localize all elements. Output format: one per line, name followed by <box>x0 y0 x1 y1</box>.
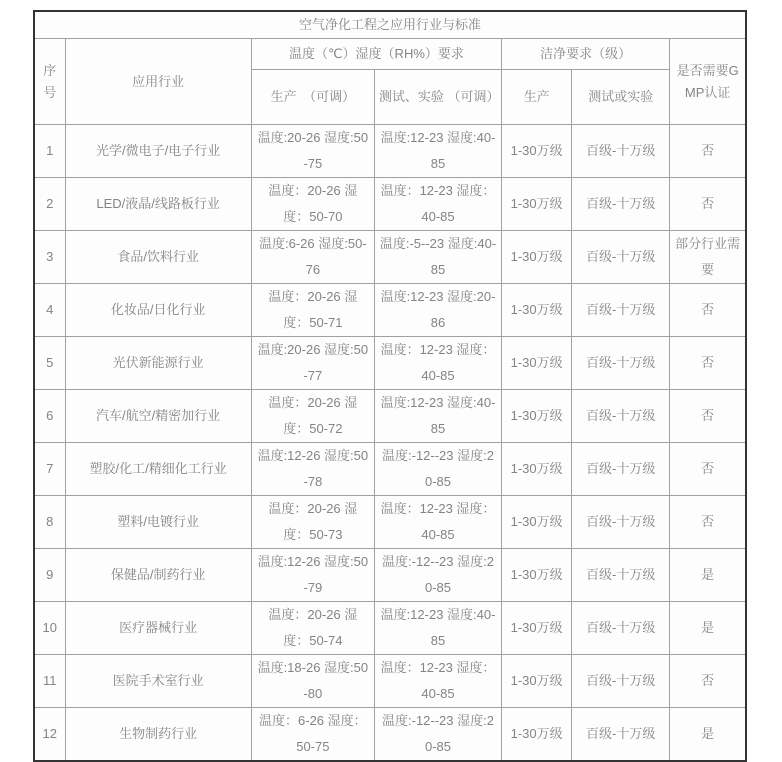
cell-clean_prod: 1-30万级 <box>502 231 572 284</box>
cell-clean_prod: 1-30万级 <box>502 602 572 655</box>
cell-industry: 医院手术室行业 <box>65 655 251 708</box>
cell-gmp: 否 <box>670 284 746 337</box>
cell-temp_test: 温度：12-23 湿度：40-85 <box>374 178 501 231</box>
header-cleanliness-group: 洁净要求（级） <box>502 39 670 70</box>
cell-no: 6 <box>34 390 65 443</box>
cell-temp_test: 温度:12-23 湿度:40-85 <box>374 390 501 443</box>
table-row <box>34 443 746 496</box>
header-group-row <box>34 39 746 70</box>
cell-temp_test: 温度:-12--23 湿度:20-85 <box>374 443 501 496</box>
table-row <box>34 390 746 443</box>
cell-industry: 塑胶/化工/精细化工行业 <box>65 443 251 496</box>
cell-industry: 生物制药行业 <box>65 708 251 762</box>
cell-clean_prod: 1-30万级 <box>502 496 572 549</box>
cell-temp_test: 温度:12-23 湿度:40-85 <box>374 602 501 655</box>
cell-industry: 塑料/电镀行业 <box>65 496 251 549</box>
table-row <box>34 549 746 602</box>
cell-no: 11 <box>34 655 65 708</box>
cell-industry: 汽车/航空/精密加行业 <box>65 390 251 443</box>
cell-industry: 光伏新能源行业 <box>65 337 251 390</box>
cell-gmp: 否 <box>670 443 746 496</box>
cell-clean_prod: 1-30万级 <box>502 549 572 602</box>
cell-gmp: 否 <box>670 125 746 178</box>
cell-gmp: 否 <box>670 178 746 231</box>
cell-clean_test: 百级-十万级 <box>572 231 670 284</box>
cell-temp_test: 温度:-12--23 湿度:20-85 <box>374 708 501 762</box>
header-industry-column: 应用行业 <box>65 39 251 125</box>
cell-clean_test: 百级-十万级 <box>572 178 670 231</box>
cell-temp_prod: 温度：20-26 湿度：50-73 <box>251 496 374 549</box>
cell-clean_prod: 1-30万级 <box>502 284 572 337</box>
cell-clean_prod: 1-30万级 <box>502 443 572 496</box>
table-header <box>34 11 746 125</box>
cell-clean_prod: 1-30万级 <box>502 125 572 178</box>
cell-temp_test: 温度：12-23 湿度：40-85 <box>374 496 501 549</box>
cell-no: 8 <box>34 496 65 549</box>
cell-gmp: 否 <box>670 496 746 549</box>
cell-temp_prod: 温度：6-26 湿度：50-75 <box>251 708 374 762</box>
cell-gmp: 部分行业需要 <box>670 231 746 284</box>
cell-gmp: 是 <box>670 708 746 762</box>
table-title: 空气净化工程之应用行业与标准 <box>34 11 746 39</box>
header-index-column: 序号 <box>34 39 65 125</box>
cell-temp_prod: 温度:20-26 湿度:50-75 <box>251 125 374 178</box>
cell-temp_prod: 温度：20-26 湿度：50-71 <box>251 284 374 337</box>
cell-temp_test: 温度：12-23 湿度：40-85 <box>374 337 501 390</box>
cell-temp_prod: 温度:12-26 湿度:50-78 <box>251 443 374 496</box>
cell-temp_prod: 温度:18-26 湿度:50-80 <box>251 655 374 708</box>
cell-temp_prod: 温度：20-26 湿度：50-72 <box>251 390 374 443</box>
table-row <box>34 231 746 284</box>
air-purification-standards-table <box>33 10 747 762</box>
table-body <box>34 125 746 762</box>
table-row <box>34 602 746 655</box>
cell-clean_test: 百级-十万级 <box>572 655 670 708</box>
cell-clean_prod: 1-30万级 <box>502 178 572 231</box>
header-clean-test: 测试或实验 <box>572 70 670 125</box>
cell-industry: 食品/饮料行业 <box>65 231 251 284</box>
cell-clean_test: 百级-十万级 <box>572 496 670 549</box>
cell-clean_prod: 1-30万级 <box>502 337 572 390</box>
cell-industry: 光学/微电子/电子行业 <box>65 125 251 178</box>
cell-temp_test: 温度:-5--23 湿度:40-85 <box>374 231 501 284</box>
header-temp-test: 测试、实验 （可调） <box>374 70 501 125</box>
cell-clean_prod: 1-30万级 <box>502 390 572 443</box>
cell-no: 3 <box>34 231 65 284</box>
cell-temp_test: 温度:12-23 湿度:40-85 <box>374 125 501 178</box>
cell-temp_prod: 温度:12-26 湿度:50-79 <box>251 549 374 602</box>
header-temp-humidity-group: 温度（℃）湿度（RH%）要求 <box>251 39 501 70</box>
cell-clean_prod: 1-30万级 <box>502 655 572 708</box>
cell-temp_prod: 温度：20-26 湿度：50-70 <box>251 178 374 231</box>
cell-clean_prod: 1-30万级 <box>502 708 572 762</box>
cell-temp_prod: 温度:20-26 湿度:50-77 <box>251 337 374 390</box>
cell-gmp: 是 <box>670 602 746 655</box>
cell-no: 4 <box>34 284 65 337</box>
cell-clean_test: 百级-十万级 <box>572 284 670 337</box>
cell-no: 5 <box>34 337 65 390</box>
cell-gmp: 否 <box>670 337 746 390</box>
table-row <box>34 337 746 390</box>
cell-no: 12 <box>34 708 65 762</box>
cell-industry: LED/液晶/线路板行业 <box>65 178 251 231</box>
cell-clean_test: 百级-十万级 <box>572 549 670 602</box>
cell-clean_test: 百级-十万级 <box>572 125 670 178</box>
cell-temp_test: 温度：12-23 湿度：40-85 <box>374 655 501 708</box>
cell-no: 9 <box>34 549 65 602</box>
table-row <box>34 284 746 337</box>
cell-clean_test: 百级-十万级 <box>572 337 670 390</box>
cell-industry: 化妆品/日化行业 <box>65 284 251 337</box>
cell-clean_test: 百级-十万级 <box>572 390 670 443</box>
cell-temp_test: 温度:-12--23 湿度:20-85 <box>374 549 501 602</box>
cell-no: 10 <box>34 602 65 655</box>
title-row <box>34 11 746 39</box>
table-row <box>34 178 746 231</box>
cell-temp_prod: 温度:6-26 湿度:50-76 <box>251 231 374 284</box>
cell-no: 1 <box>34 125 65 178</box>
cell-gmp: 是 <box>670 549 746 602</box>
header-gmp-column: 是否需要GMP认证 <box>670 39 746 125</box>
cell-gmp: 否 <box>670 390 746 443</box>
cell-industry: 医疗器械行业 <box>65 602 251 655</box>
cell-temp_prod: 温度：20-26 湿度：50-74 <box>251 602 374 655</box>
table-row <box>34 125 746 178</box>
cell-no: 7 <box>34 443 65 496</box>
cell-industry: 保健品/制药行业 <box>65 549 251 602</box>
table-row <box>34 708 746 762</box>
cell-temp_test: 温度:12-23 湿度:20-86 <box>374 284 501 337</box>
cell-clean_test: 百级-十万级 <box>572 443 670 496</box>
header-temp-production: 生产 （可调） <box>251 70 374 125</box>
cell-clean_test: 百级-十万级 <box>572 708 670 762</box>
header-clean-production: 生产 <box>502 70 572 125</box>
cell-no: 2 <box>34 178 65 231</box>
cell-gmp: 否 <box>670 655 746 708</box>
table-row <box>34 496 746 549</box>
cell-clean_test: 百级-十万级 <box>572 602 670 655</box>
table-row <box>34 655 746 708</box>
